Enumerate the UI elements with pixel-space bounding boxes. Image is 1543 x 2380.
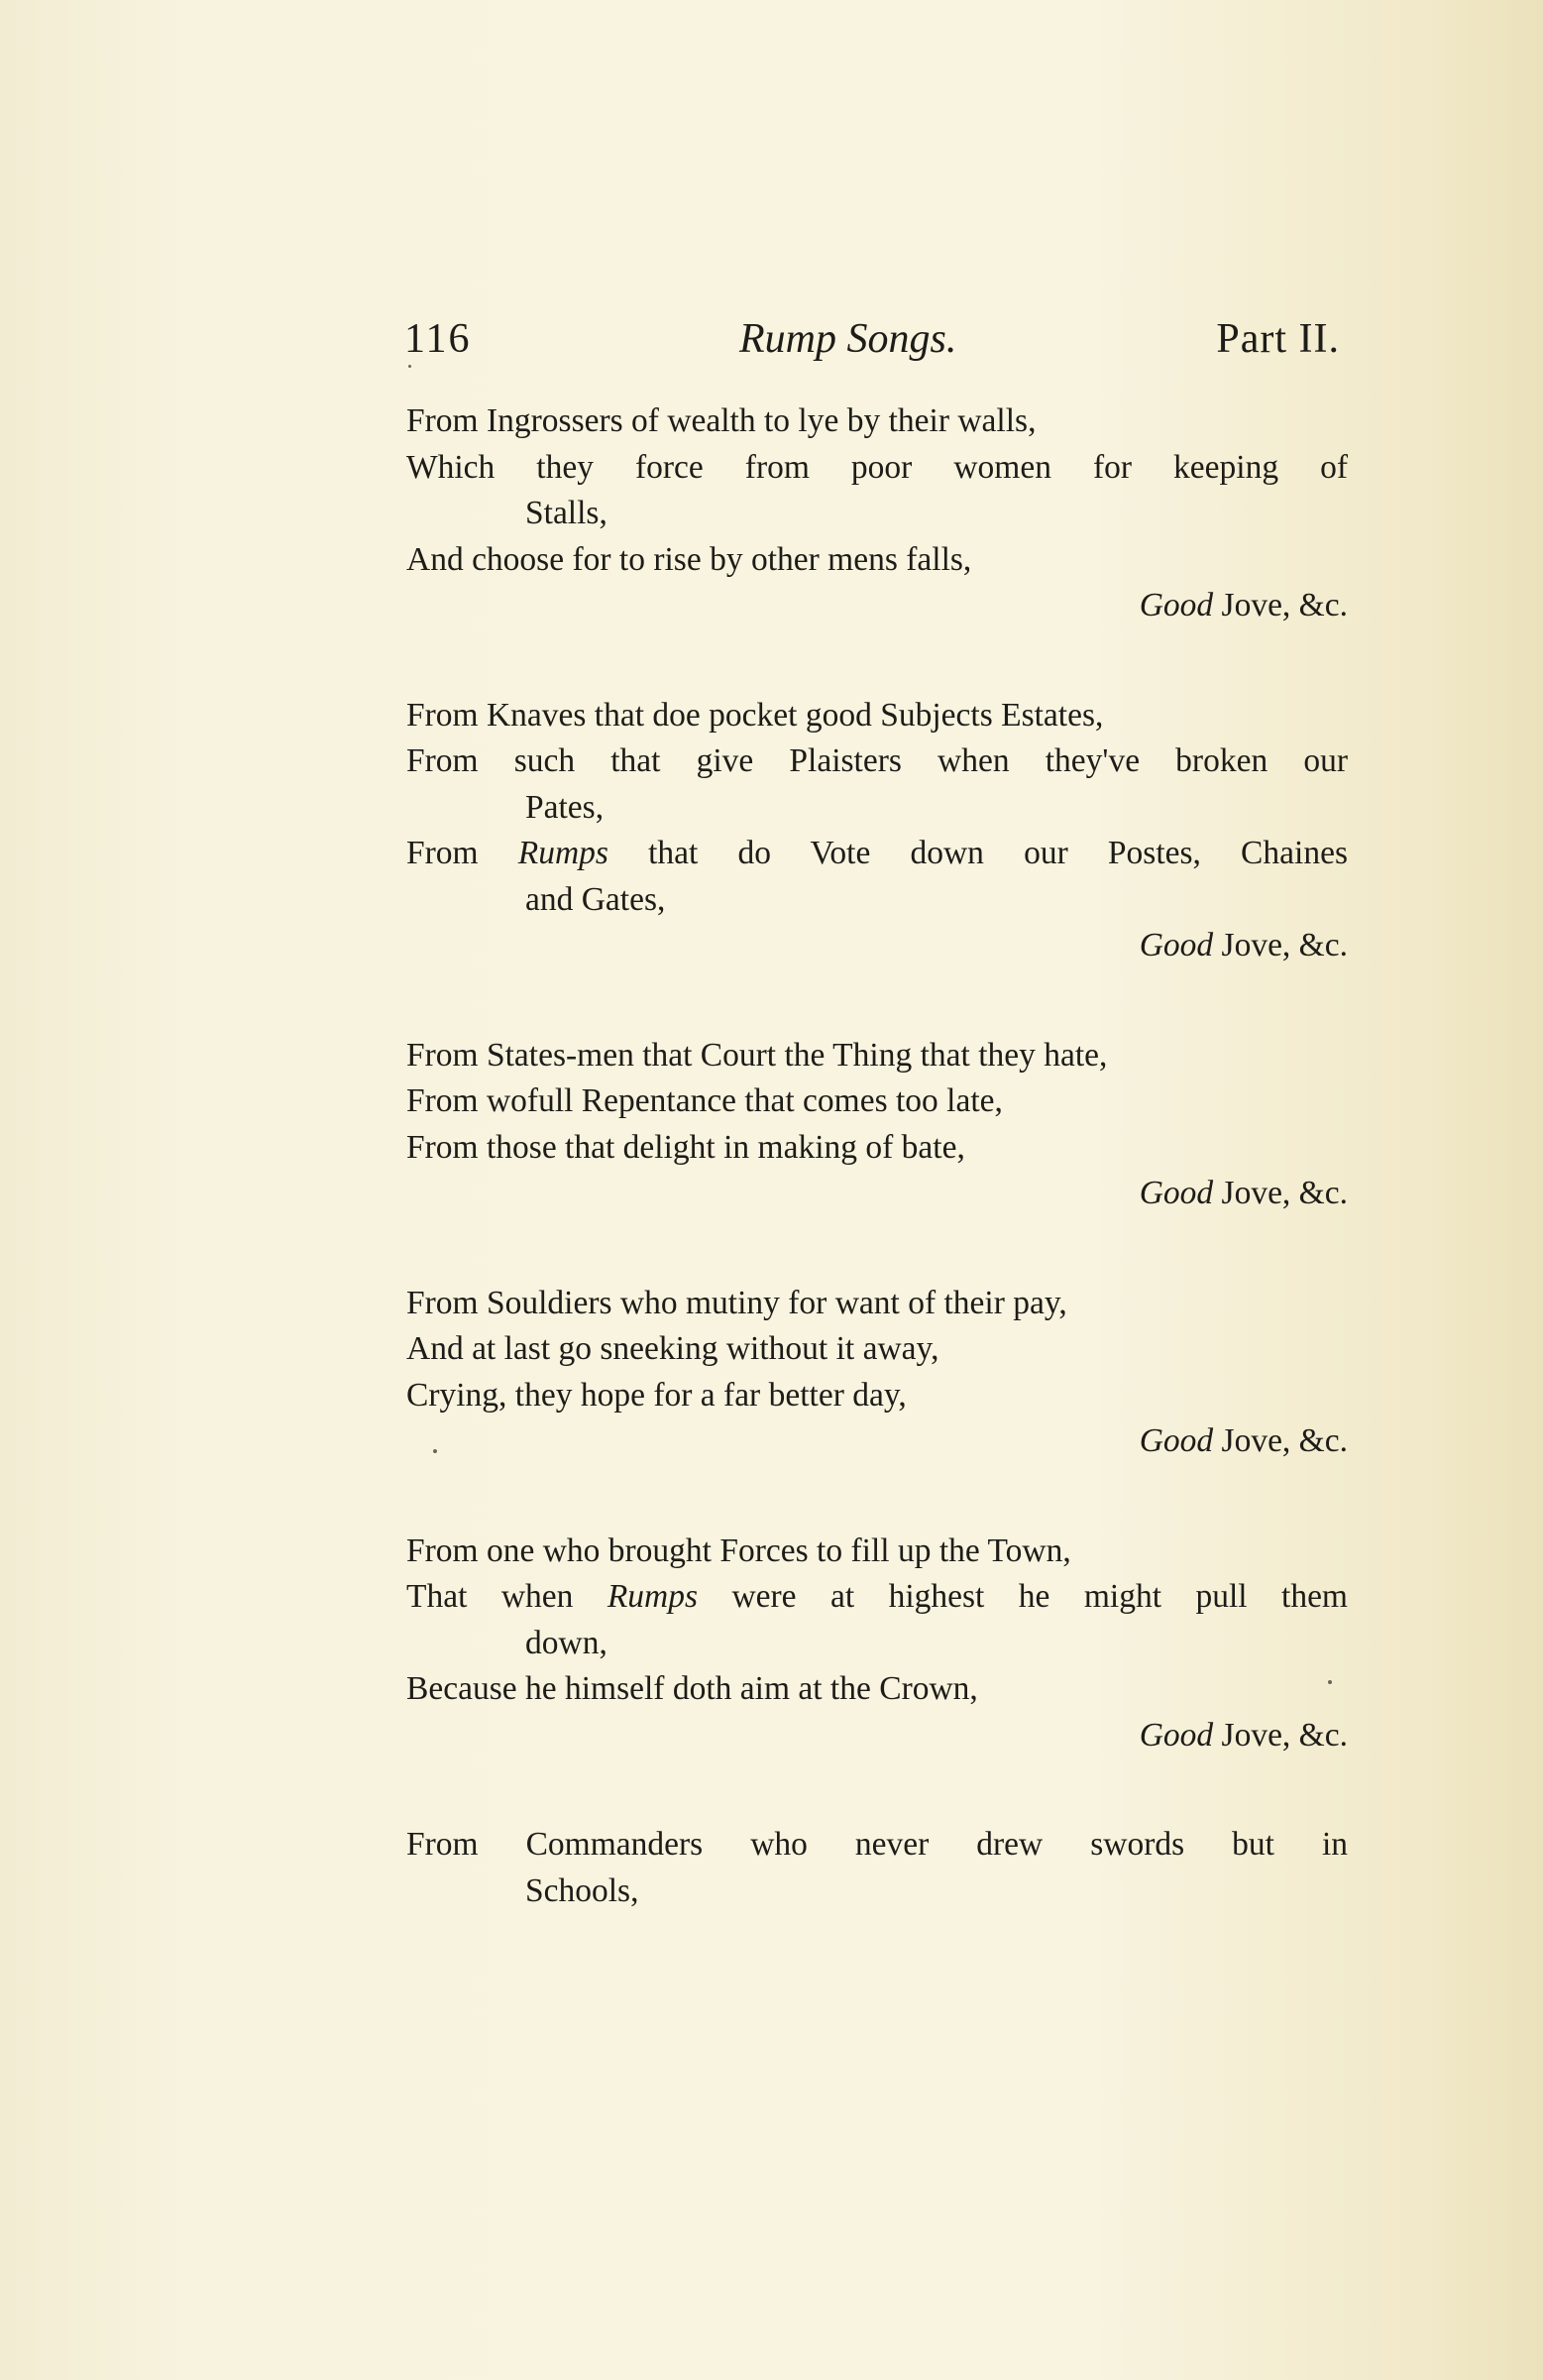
paper-speck	[433, 1449, 437, 1453]
verse-line-continuation: Stalls,	[525, 495, 607, 531]
verse-line: From States-men that Court the Thing that they hate,	[406, 1036, 1108, 1074]
stanza	[406, 1822, 1348, 1914]
running-title: Rump Songs.	[739, 316, 957, 362]
refrain-italic: Good	[1139, 587, 1214, 623]
refrain-text: Jove, &c.	[1213, 1716, 1348, 1754]
stanza	[406, 693, 1348, 969]
verse-text: That when	[406, 1578, 607, 1615]
verse-line: And at last go sneeking without it away,	[406, 1330, 939, 1367]
stanza	[406, 398, 1348, 629]
refrain	[406, 1418, 1348, 1465]
refrain-italic: Good	[1139, 1422, 1214, 1459]
refrain-text: Jove, &c.	[1213, 587, 1348, 623]
stanza	[406, 1281, 1348, 1465]
verse-text: were at highest he might pull them	[698, 1578, 1348, 1615]
verse-line: From wofull Repentance that comes too late,	[406, 1082, 1003, 1119]
page-header	[404, 315, 1348, 375]
verse-line: From Commanders who never drew swords but in	[406, 1826, 1348, 1863]
stanza	[406, 1033, 1348, 1217]
refrain	[406, 1713, 1348, 1759]
verse-line	[406, 831, 1348, 877]
verse-text: that do Vote down our Postes, Chaines	[607, 835, 1348, 871]
italic-word: Rumps	[606, 1578, 699, 1615]
verse-line	[406, 1574, 1348, 1621]
refrain-italic: Good	[1139, 927, 1214, 963]
stanza	[406, 1529, 1348, 1759]
refrain	[406, 923, 1348, 969]
part-label: Part II.	[1216, 316, 1340, 362]
verse-line: From those that delight in making of bate,	[406, 1128, 965, 1166]
verse-line: Crying, they hope for a far better day,	[406, 1376, 907, 1414]
paper-speck	[408, 365, 411, 368]
refrain-italic: Good	[1139, 1716, 1214, 1754]
verse-line: From Knaves that doe pocket good Subjects Estates,	[406, 696, 1104, 734]
paper-speck	[1328, 1680, 1332, 1684]
verse-line: And choose for to rise by other mens falls,	[406, 540, 972, 578]
verse-line: Because he himself doth aim at the Crown,	[406, 1670, 978, 1707]
verse-line: Which they force from poor women for keeping of	[406, 448, 1348, 486]
refrain	[406, 1171, 1348, 1217]
verse-line-continuation: down,	[525, 1624, 607, 1661]
refrain-text: Jove, &c.	[1213, 927, 1348, 963]
refrain-italic: Good	[1139, 1175, 1214, 1211]
verse-line: From Souldiers who mutiny for want of their pay,	[406, 1284, 1067, 1321]
page-number: 116	[404, 316, 472, 362]
verse-line: From such that give Plaisters when they've broken our	[406, 742, 1348, 779]
refrain-text: Jove, &c.	[1213, 1175, 1348, 1211]
verse-line-continuation: and Gates,	[525, 880, 666, 918]
verse-line: From Ingrossers of wealth to lye by their walls,	[406, 402, 1037, 439]
verse-line: From one who brought Forces to fill up the Town,	[406, 1531, 1071, 1569]
refrain	[406, 583, 1348, 629]
italic-word: Rumps	[517, 835, 608, 871]
refrain-text: Jove, &c.	[1213, 1422, 1348, 1459]
verse-text: From	[406, 835, 518, 871]
verse-line-continuation: Pates,	[525, 788, 605, 826]
poem-text	[406, 398, 1348, 1978]
verse-line-continuation: Schools,	[525, 1871, 639, 1909]
